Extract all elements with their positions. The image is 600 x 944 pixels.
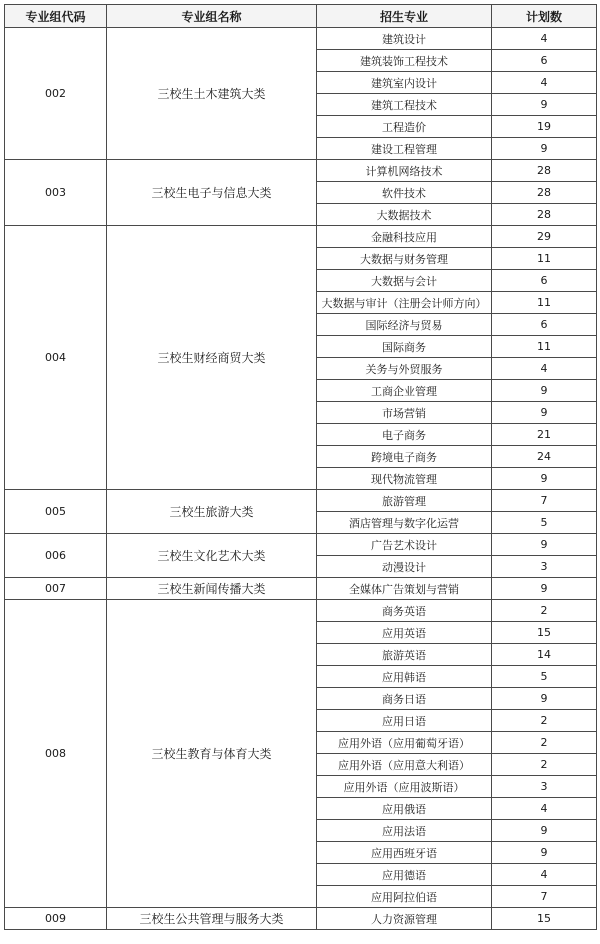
plan-count-cell: 4 (492, 798, 597, 820)
plan-count-cell: 5 (492, 666, 597, 688)
plan-count-cell: 15 (492, 622, 597, 644)
table-row (5, 534, 597, 556)
major-name-cell: 关务与外贸服务 (317, 358, 492, 380)
plan-count-cell: 9 (492, 380, 597, 402)
table-row (5, 578, 597, 600)
table-row (5, 160, 597, 182)
major-name-cell: 应用外语（应用意大利语） (317, 754, 492, 776)
group-name-cell: 三校生土木建筑大类 (107, 28, 317, 160)
group-name-cell: 三校生公共管理与服务大类 (107, 908, 317, 930)
plan-count-cell: 28 (492, 204, 597, 226)
major-name-cell: 应用德语 (317, 864, 492, 886)
plan-count-cell: 21 (492, 424, 597, 446)
table-header-row (5, 5, 597, 28)
plan-count-cell: 19 (492, 116, 597, 138)
plan-count-cell: 9 (492, 820, 597, 842)
plan-count-cell: 2 (492, 732, 597, 754)
major-name-cell: 跨境电子商务 (317, 446, 492, 468)
plan-count-cell: 9 (492, 94, 597, 116)
table-row (5, 600, 597, 622)
plan-count-cell: 3 (492, 556, 597, 578)
major-name-cell: 旅游英语 (317, 644, 492, 666)
plan-count-cell: 9 (492, 688, 597, 710)
major-name-cell: 大数据与审计（注册会计师方向） (317, 292, 492, 314)
group-name-cell: 三校生旅游大类 (107, 490, 317, 534)
group-name-cell: 三校生财经商贸大类 (107, 226, 317, 490)
major-name-cell: 建设工程管理 (317, 138, 492, 160)
major-name-cell: 商务英语 (317, 600, 492, 622)
enrollment-plan-document (4, 4, 596, 930)
group-code-cell: 008 (5, 600, 107, 908)
group-name-cell: 三校生新闻传播大类 (107, 578, 317, 600)
header-major: 招生专业 (317, 5, 492, 28)
header-group-code: 专业组代码 (5, 5, 107, 28)
plan-count-cell: 9 (492, 138, 597, 160)
plan-count-cell: 28 (492, 182, 597, 204)
plan-count-cell: 9 (492, 578, 597, 600)
major-name-cell: 应用法语 (317, 820, 492, 842)
major-name-cell: 应用英语 (317, 622, 492, 644)
group-code-cell: 006 (5, 534, 107, 578)
major-name-cell: 应用西班牙语 (317, 842, 492, 864)
major-name-cell: 电子商务 (317, 424, 492, 446)
plan-count-cell: 7 (492, 490, 597, 512)
group-name-cell: 三校生电子与信息大类 (107, 160, 317, 226)
major-name-cell: 广告艺术设计 (317, 534, 492, 556)
major-name-cell: 建筑设计 (317, 28, 492, 50)
group-code-cell: 002 (5, 28, 107, 160)
group-name-cell: 三校生教育与体育大类 (107, 600, 317, 908)
plan-count-cell: 15 (492, 908, 597, 930)
plan-count-cell: 14 (492, 644, 597, 666)
major-name-cell: 应用韩语 (317, 666, 492, 688)
major-name-cell: 国际经济与贸易 (317, 314, 492, 336)
plan-count-cell: 4 (492, 72, 597, 94)
major-name-cell: 应用日语 (317, 710, 492, 732)
group-name-cell: 三校生文化艺术大类 (107, 534, 317, 578)
table-row (5, 28, 597, 50)
table-body (5, 28, 597, 930)
major-name-cell: 应用俄语 (317, 798, 492, 820)
table-row (5, 226, 597, 248)
plan-count-cell: 9 (492, 534, 597, 556)
major-name-cell: 计算机网络技术 (317, 160, 492, 182)
group-code-cell: 009 (5, 908, 107, 930)
major-name-cell: 大数据与会计 (317, 270, 492, 292)
major-name-cell: 商务日语 (317, 688, 492, 710)
major-name-cell: 建筑工程技术 (317, 94, 492, 116)
plan-count-cell: 2 (492, 600, 597, 622)
table-row (5, 490, 597, 512)
group-code-cell: 004 (5, 226, 107, 490)
major-name-cell: 国际商务 (317, 336, 492, 358)
plan-count-cell: 6 (492, 50, 597, 72)
major-name-cell: 大数据技术 (317, 204, 492, 226)
plan-count-cell: 29 (492, 226, 597, 248)
plan-count-cell: 9 (492, 468, 597, 490)
major-name-cell: 旅游管理 (317, 490, 492, 512)
plan-count-cell: 5 (492, 512, 597, 534)
plan-count-cell: 9 (492, 402, 597, 424)
major-name-cell: 软件技术 (317, 182, 492, 204)
plan-count-cell: 4 (492, 358, 597, 380)
plan-count-cell: 2 (492, 710, 597, 732)
group-code-cell: 003 (5, 160, 107, 226)
table-row (5, 908, 597, 930)
major-name-cell: 应用外语（应用葡萄牙语） (317, 732, 492, 754)
major-name-cell: 建筑装饰工程技术 (317, 50, 492, 72)
plan-count-cell: 11 (492, 248, 597, 270)
major-name-cell: 现代物流管理 (317, 468, 492, 490)
group-code-cell: 007 (5, 578, 107, 600)
group-code-cell: 005 (5, 490, 107, 534)
header-plan-count: 计划数 (492, 5, 597, 28)
major-name-cell: 酒店管理与数字化运营 (317, 512, 492, 534)
major-name-cell: 建筑室内设计 (317, 72, 492, 94)
plan-count-cell: 6 (492, 270, 597, 292)
major-name-cell: 应用阿拉伯语 (317, 886, 492, 908)
plan-count-cell: 11 (492, 292, 597, 314)
plan-count-cell: 7 (492, 886, 597, 908)
plan-count-cell: 4 (492, 864, 597, 886)
major-name-cell: 大数据与财务管理 (317, 248, 492, 270)
major-name-cell: 市场营销 (317, 402, 492, 424)
plan-count-cell: 24 (492, 446, 597, 468)
major-name-cell: 工商企业管理 (317, 380, 492, 402)
plan-count-cell: 28 (492, 160, 597, 182)
major-name-cell: 人力资源管理 (317, 908, 492, 930)
major-name-cell: 全媒体广告策划与营销 (317, 578, 492, 600)
header-group-name: 专业组名称 (107, 5, 317, 28)
major-name-cell: 金融科技应用 (317, 226, 492, 248)
major-name-cell: 工程造价 (317, 116, 492, 138)
enrollment-plan-table (4, 4, 597, 930)
plan-count-cell: 4 (492, 28, 597, 50)
plan-count-cell: 3 (492, 776, 597, 798)
major-name-cell: 应用外语（应用波斯语） (317, 776, 492, 798)
plan-count-cell: 11 (492, 336, 597, 358)
plan-count-cell: 9 (492, 842, 597, 864)
major-name-cell: 动漫设计 (317, 556, 492, 578)
plan-count-cell: 6 (492, 314, 597, 336)
plan-count-cell: 2 (492, 754, 597, 776)
